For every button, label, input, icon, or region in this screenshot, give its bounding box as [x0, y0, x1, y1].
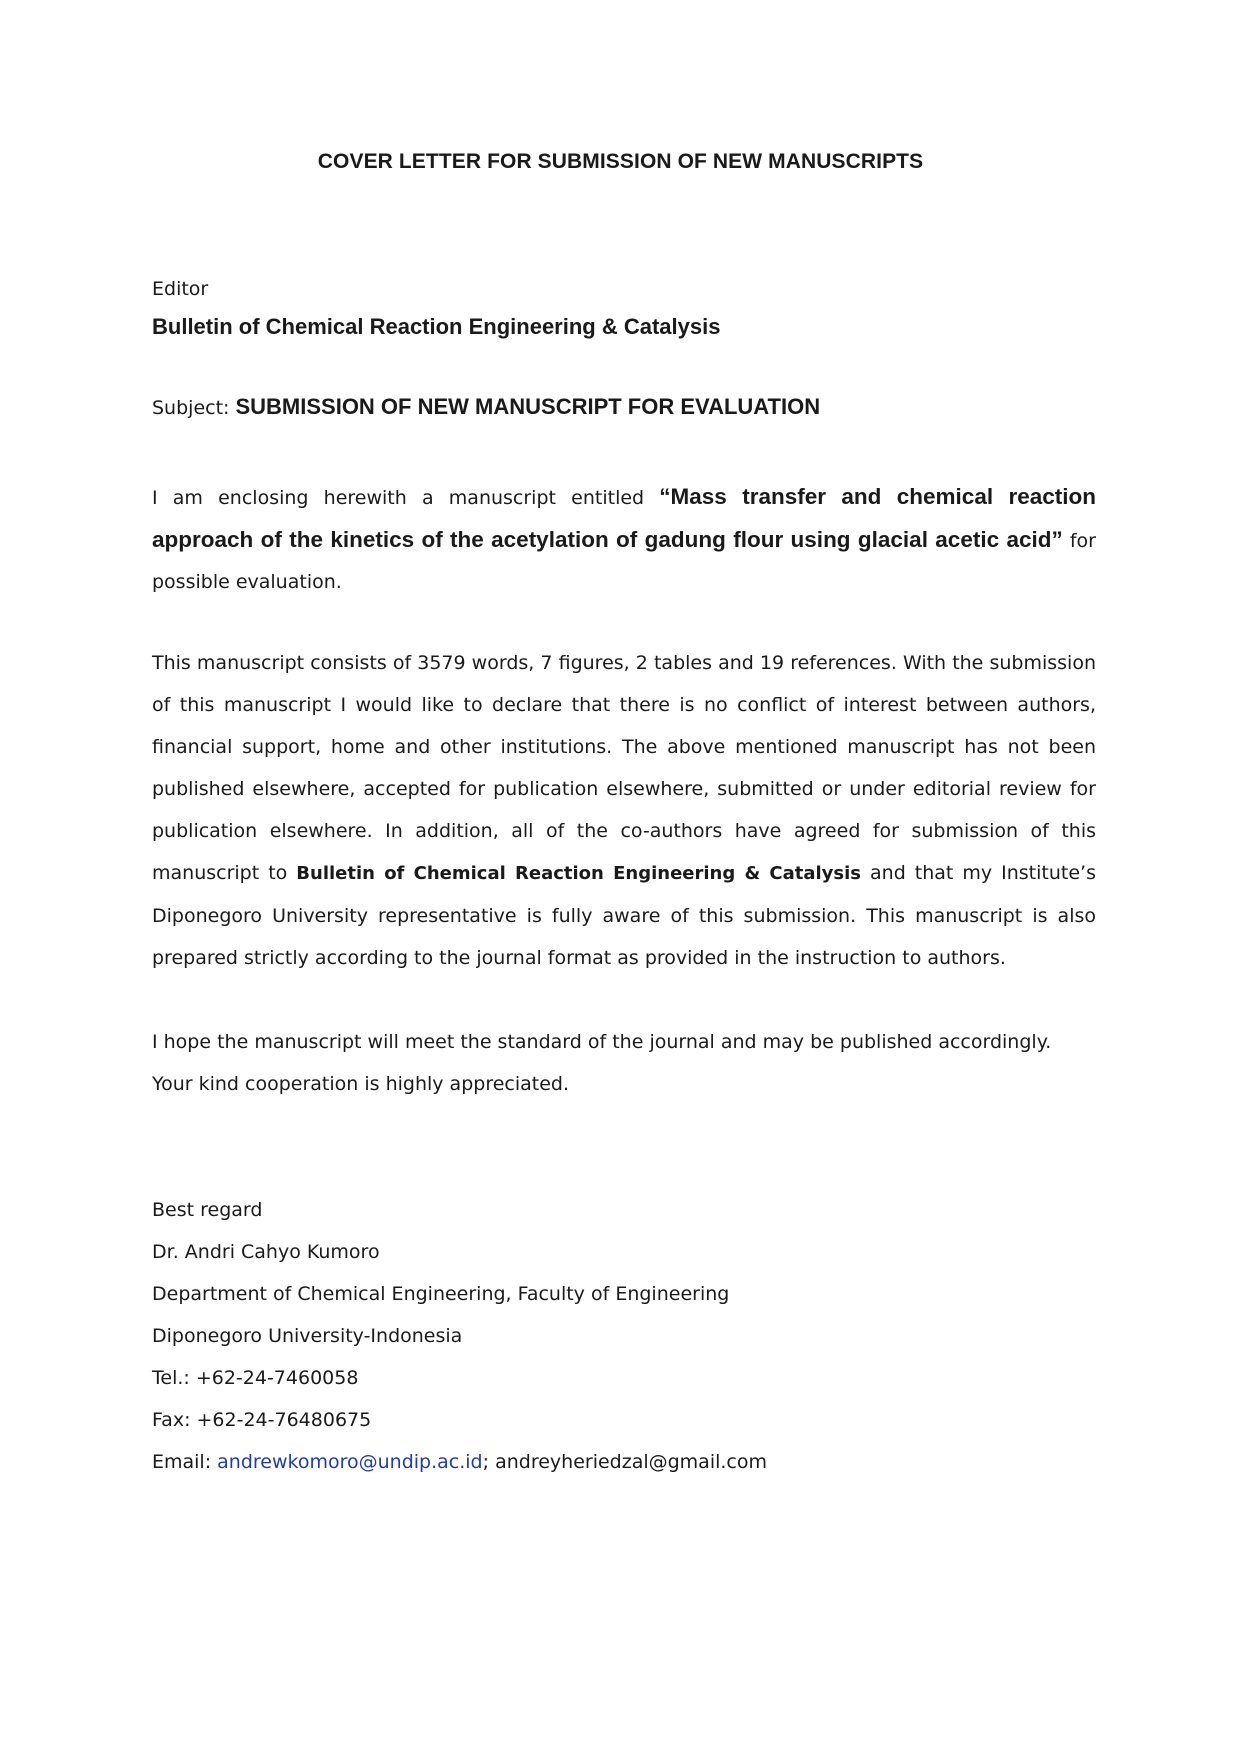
intro-paragraph: [152, 476, 1096, 603]
email-label: Email:: [152, 1451, 218, 1473]
subject-line: [152, 394, 820, 420]
main-paragraph: [152, 642, 1096, 979]
signature-name: Dr. Andri Cahyo Kumoro: [152, 1241, 380, 1263]
subject-label: Subject:: [152, 397, 236, 419]
signature-salutation: Best regard: [152, 1199, 263, 1221]
intro-before: I am enclosing herewith a manuscript entitled: [152, 487, 660, 509]
email-primary-link[interactable]: andrewkomoro@undip.ac.id: [217, 1451, 483, 1473]
intro-after: for possible evaluation.: [152, 530, 1096, 593]
email-secondary: andreyheriedzal@gmail.com: [495, 1451, 768, 1473]
signature-department: Department of Chemical Engineering, Faculty of Engineering: [152, 1283, 730, 1305]
recipient-journal: Bulletin of Chemical Reaction Engineering & Catalysis: [152, 314, 721, 339]
signature-tel: Tel.: +62-24-7460058: [152, 1367, 359, 1389]
manuscript-title: “Mass transfer and chemical reaction approach of the kinetics of the acetylation of gadung flour using glacial acetic acid”: [152, 484, 1097, 552]
signature-fax: Fax: +62-24-76480675: [152, 1409, 372, 1431]
main-paragraph-journal: Bulletin of Chemical Reaction Engineering & Catalysis: [296, 863, 862, 884]
recipient-role: Editor: [152, 278, 209, 300]
signature-block: [152, 1189, 1096, 1483]
closing-paragraph: I hope the manuscript will meet the standard of the journal and may be published accordingly. Your kind cooperation is highly appreciated.: [152, 1031, 1052, 1095]
signature-email-line: [152, 1441, 1096, 1483]
email-separator: ;: [482, 1451, 496, 1473]
main-paragraph-part2: and that my Institute’s Diponegoro University representative is fully aware of this submission. This manuscript is also prepared strictly according to the journal format as provided in the instruction to authors.: [152, 862, 1096, 969]
main-paragraph-part1: This manuscript consists of 3579 words, 7 figures, 2 tables and 19 references. With the submission of this manuscript I would like to declare that there is no conflict of interest between authors, financial support, home and other institutions. The above mentioned manuscript has not been published elsewhere, accepted for publication elsewhere, submitted or under editorial review for publication elsewhere. In addition, all of the co-authors have agreed for submission of this manuscript to: [152, 652, 1096, 884]
subject-value: SUBMISSION OF NEW MANUSCRIPT FOR EVALUATION: [235, 394, 821, 419]
signature-university: Diponegoro University-Indonesia: [152, 1325, 463, 1347]
letter-title: COVER LETTER FOR SUBMISSION OF NEW MANUSCRIPTS: [317, 150, 924, 173]
